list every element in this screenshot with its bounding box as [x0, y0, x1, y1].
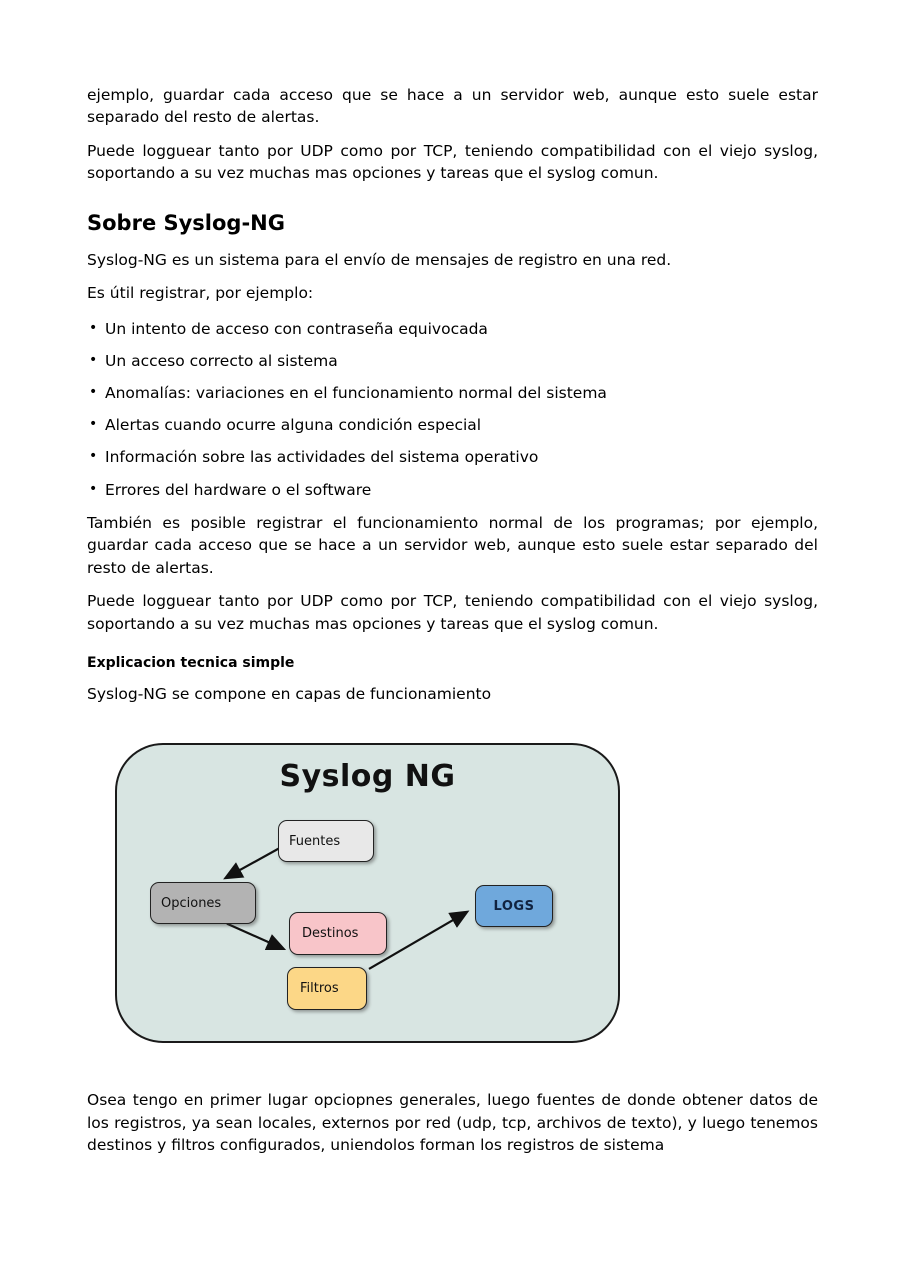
- list-item: • Errores del hardware o el software: [87, 480, 818, 500]
- paragraph-intro-1: Syslog-NG es un sistema para el envío de mensajes de registro en una red.: [87, 250, 672, 269]
- diagram-node-destinos: Destinos: [289, 912, 387, 955]
- diagram-node-opciones: Opciones: [150, 882, 256, 924]
- spacer: [87, 1043, 818, 1089]
- list-item: • Alertas cuando ocurre alguna condición especial: [87, 415, 818, 435]
- paragraph-lead: Syslog-NG se compone en capas de funcionamiento: [87, 685, 492, 703]
- paragraph-outro-2: Puede logguear tanto por UDP como por TCP, teniendo compatibilidad con el viejo syslog, soportando a su vez muchas mas opciones y tareas que el syslog comun.: [87, 592, 818, 633]
- diagram-title: Syslog NG: [279, 759, 456, 795]
- section-title: Sobre Syslog-NG: [87, 210, 285, 235]
- diagram-node-filtros: Filtros: [287, 967, 367, 1010]
- paragraph-closing: Osea tengo en primer lugar opciopnes generales, luego fuentes de donde obtener datos de los registros, ya sean locales, externos por red (udp, tcp, archivos de texto), y luego tenemos destinos y filtros configurados, uniendolos forman los registros de sistema: [87, 1091, 818, 1155]
- paragraph-top-2: Puede logguear tanto por UDP como por TCP, teniendo compatibilidad con el viejo syslog, soportando a su vez muchas mas opciones y tareas que el syslog comun.: [87, 141, 818, 183]
- bullet-list: [87, 319, 818, 500]
- paragraph-intro-2: Es útil registrar, por ejemplo:: [87, 284, 314, 303]
- diagram-node-logs: LOGS: [475, 885, 553, 927]
- list-item: • Anomalías: variaciones en el funcionamiento normal del sistema: [87, 383, 818, 403]
- subsection-title: Explicacion tecnica simple: [87, 655, 295, 671]
- list-item: • Información sobre las actividades del sistema operativo: [87, 447, 818, 467]
- arrow-opciones-to-destinos: [227, 924, 282, 949]
- list-item: • Un acceso correcto al sistema: [87, 351, 818, 371]
- list-item: • Un intento de acceso con contraseña equivocada: [87, 319, 818, 339]
- arrow-fuentes-to-opciones: [227, 847, 282, 878]
- paragraph-top-1: ejemplo, guardar cada acceso que se hace a un servidor web, aunque esto suele estar separado del resto de alertas.: [87, 86, 818, 127]
- syslog-ng-diagram: [115, 743, 620, 1043]
- diagram-node-fuentes: Fuentes: [278, 820, 374, 862]
- paragraph-outro-1: También es posible registrar el funcionamiento normal de los programas; por ejemplo, guardar cada acceso que se hace a un servidor web, aunque esto suele estar separado del resto de alertas.: [87, 513, 818, 577]
